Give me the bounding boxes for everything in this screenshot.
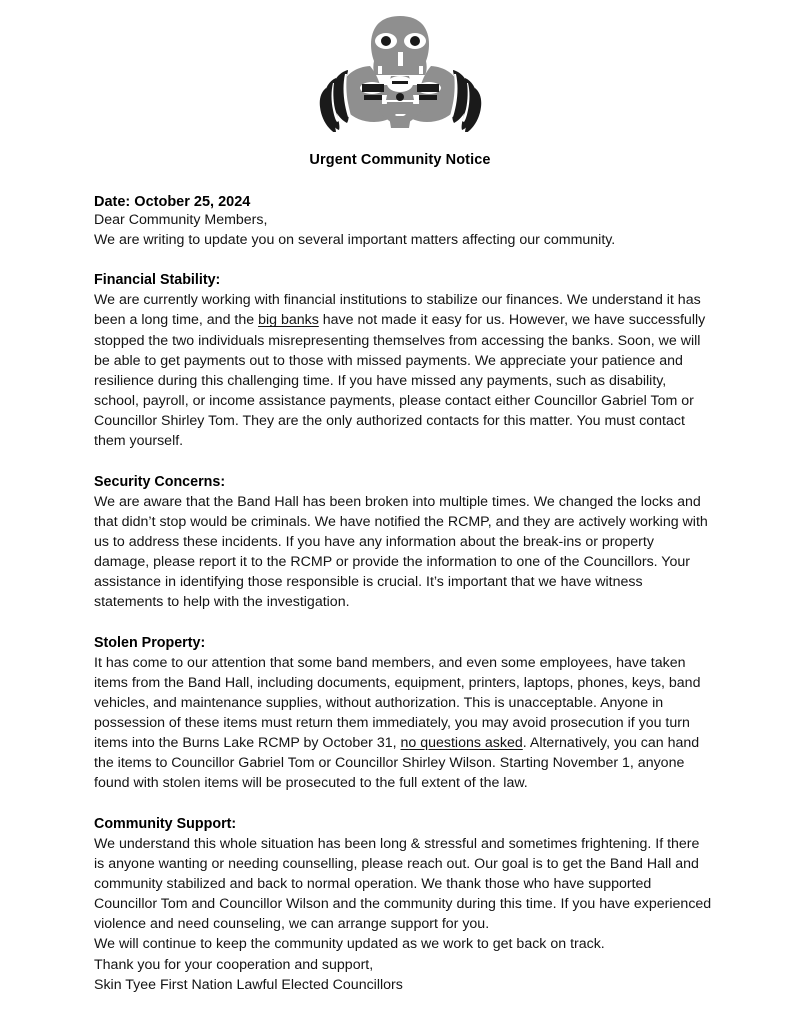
date-line: Date: October 25, 2024: [94, 194, 251, 210]
section-body-stolen-property: [94, 653, 712, 794]
intro-paragraph: We are writing to update you on several important matters affecting our community.: [94, 232, 616, 249]
page-title: Urgent Community Notice: [309, 152, 491, 168]
stolen-text-part-1: It has come to our attention that some band members, and even some employees, have taken items from the Band Hall, including documents, equipment, printers, laptops, phones, keys, band vehicles, and maintenance supplies, without authorization. This is unacceptable. Anyone in possession of these items must return them immediately, you may avoid prosecution if you turn items into the Burns Lake RCMP by October 31,: [94, 654, 701, 752]
section-heading-stolen-property: Stolen Property:: [94, 634, 206, 651]
skin-tyee-first-nation-crest-icon: [318, 14, 483, 132]
section-heading-community-support: Community Support:: [94, 815, 237, 832]
financial-underlined-phrase: big banks: [258, 312, 319, 329]
section-body-security-concerns: We are aware that the Band Hall has been broken into multiple times. We changed the locks and that didn’t stop would be criminals. We have notified the RCMP, and they are actively working with us to address these incidents. If you have any information about the break-ins or property damage, please report it to the RCMP or provide the information to one of the Councillors. Your assistance in identifying those responsible is crucial. It’s important that we have witness statements to help with the investigation.: [94, 493, 708, 611]
section-heading-security-concerns: Security Concerns:: [94, 473, 226, 490]
crest-logo-container: [0, 0, 800, 130]
section-body-financial-stability: [94, 290, 712, 451]
stolen-underlined-phrase: no questions asked: [400, 735, 523, 752]
section-heading-financial-stability: Financial Stability:: [94, 272, 221, 289]
financial-text-part-2: have not made it easy for us. However, we have successfully stopped the two individuals misrepresenting themselves from accessing the banks. Soon, we will be able to get payments out to those with missed payments. We appreciate your patience and resilience during this challenging time. If you have missed any payments, such as disability, school, payroll, or income assistance payments, please contact either Councillor Gabriel Tom or Councillor Shirley Tom. They are the only authorized contacts for this matter. You must contact them yourself.: [94, 312, 706, 450]
document-body: [0, 194, 800, 995]
signature-line: Skin Tyee First Nation Lawful Elected Councillors: [94, 976, 403, 993]
salutation: Dear Community Members,: [94, 212, 268, 228]
section-body-community-support: We understand this whole situation has been long & stressful and sometimes frightening. If there is anyone wanting or needing counselling, please reach out. Our goal is to get the Band Hall and community stabilized and back to normal operation. We thank those who have supported Councillor Tom and Councillor Wilson and the community during this time. If you have experienced violence and need counseling, we can arrange support for you.: [94, 835, 712, 933]
financial-text-part-1: We are currently working with financial institutions to stabilize our finances. We understand it has been a long time, and the: [94, 292, 701, 329]
closing-line: Thank you for your cooperation and support,: [94, 956, 374, 973]
stolen-text-part-2: . Alternatively, you can hand the items to Councillor Gabriel Tom or Councillor Shirley Wilson. Starting November 1, anyone found with stolen items will be prosecuted to the full extent of the law.: [94, 735, 700, 792]
section-followup-community-support: We will continue to keep the community updated as we work to get back on track.: [94, 936, 605, 953]
